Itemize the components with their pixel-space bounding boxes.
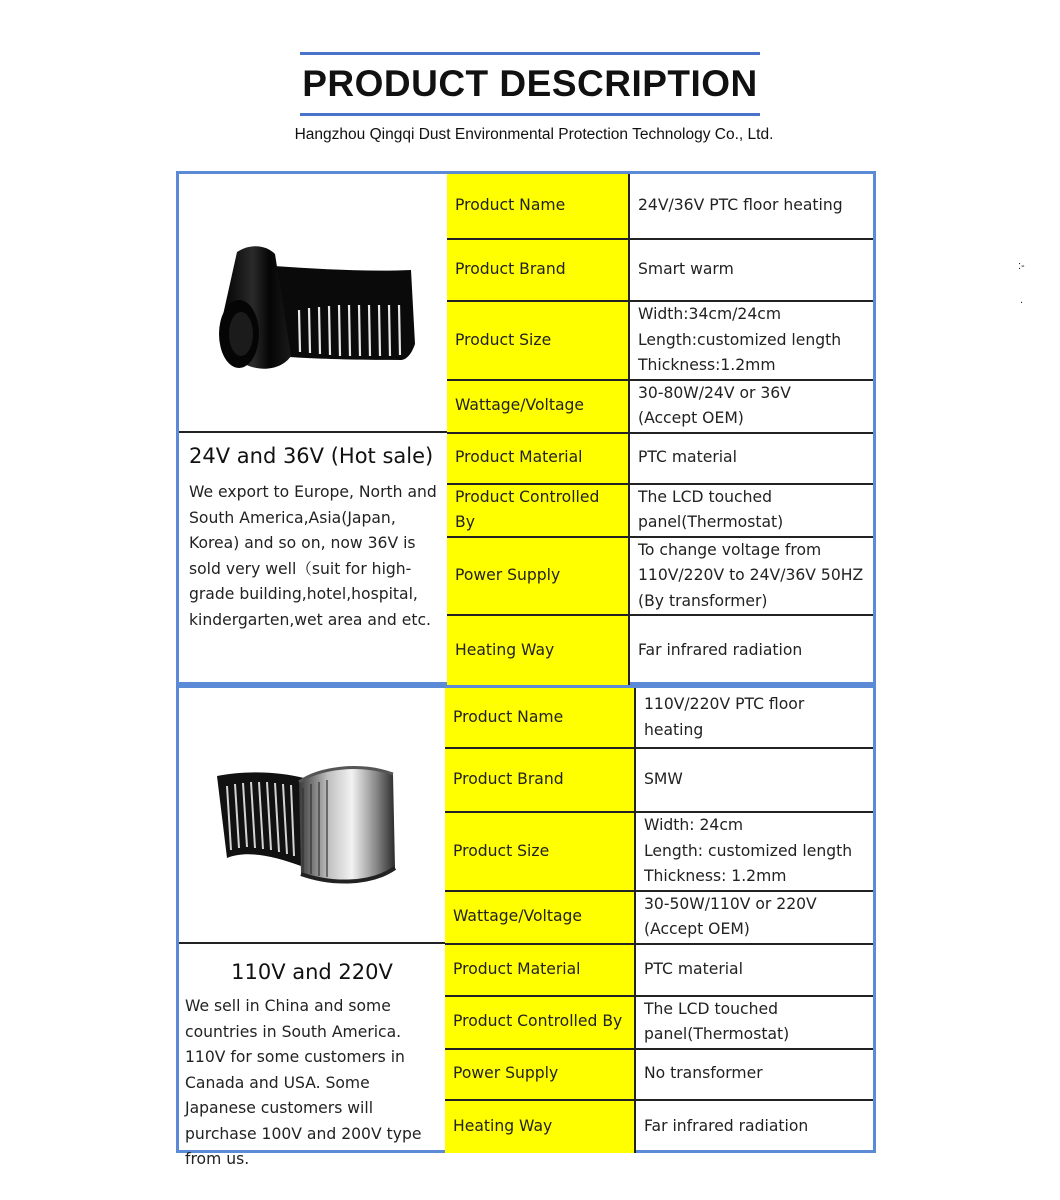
spec-value-line: 110V/220V to 24V/36V 50HZ [638,566,864,584]
spec-value-line: Thickness: 1.2mm [644,867,787,885]
spec-value [635,996,873,1049]
spec-table [447,174,873,686]
stray-dot: . [1020,294,1024,306]
spec-label: Product Material [445,944,635,996]
spec-value-line: Thickness:1.2mm [638,356,776,374]
spec-label: Wattage/Voltage [447,380,629,433]
spec-label: Power Supply [447,537,629,616]
spec-value [635,688,873,748]
spec-value-line: (Accept OEM) [644,920,750,938]
spec-value [629,239,873,301]
product-block-24v-36v [176,171,876,685]
spec-value-line: PTC material [644,959,743,978]
spec-value-line: SMW [644,770,683,789]
spec-label: Product Brand [447,239,629,301]
spec-value-line: Width: 24cm [644,816,744,834]
spec-value-line: Far infrared radiation [638,641,803,660]
product-heading: 110V and 220V [231,960,393,984]
spec-table [445,688,873,1153]
spec-label: Product Name [447,174,629,239]
spec-value [629,537,873,616]
spec-value-line: No transformer [644,1064,763,1083]
silver-heating-film-roll-image [179,688,442,942]
product-image-area [179,174,447,433]
product-heading: 24V and 36V (Hot sale) [189,444,434,468]
product-left-panel [179,688,447,1168]
spec-label: Product Name [445,688,635,748]
product-block-110v-220v [176,685,876,1168]
spec-value-line: Smart warm [638,260,734,279]
title-block [300,52,760,116]
spec-value-line: (By transformer) [638,591,768,610]
spec-value-line: The LCD touched [644,999,778,1018]
spec-value-line: 30-50W/110V or 220V [644,894,817,913]
spec-value-line: PTC material [638,448,737,467]
spec-value-line: Length: customized length [644,841,853,860]
spec-label: Product Brand [445,748,635,812]
stray-mark: :- [1018,260,1025,272]
spec-value-line: panel(Thermostat) [638,513,784,531]
spec-value [629,301,873,380]
spec-value [629,380,873,433]
spec-label: Heating Way [445,1100,635,1153]
spec-value [635,891,873,944]
spec-label: Heating Way [447,615,629,686]
company-name: Hangzhou Qingqi Dust Environmental Protection Technology Co., Ltd. [294,126,774,143]
spec-value [635,748,873,812]
spec-label: Product Controlled By [447,484,629,537]
spec-value [629,615,873,686]
spec-value-line: 30-80W/24V or 36V [638,383,791,402]
spec-label: Power Supply [445,1049,635,1100]
spec-value [629,433,873,484]
spec-value-line: panel(Thermostat) [644,1025,790,1043]
spec-value-line: To change voltage from [638,540,822,559]
spec-value-line: The LCD touched [638,487,772,506]
spec-label: Product Material [447,433,629,484]
page-title: PRODUCT DESCRIPTION [302,63,758,104]
spec-value [635,812,873,891]
black-heating-film-roll-image [179,174,444,431]
title-bottom-rule [300,113,760,116]
spec-label: Product Size [445,812,635,891]
spec-value-line: Far infrared radiation [644,1116,809,1135]
product-left-panel [179,174,449,682]
spec-label: Product Controlled By [445,996,635,1049]
spec-value-line: (Accept OEM) [638,409,744,427]
product-description: We export to Europe, North and South America,Asia(Japan, Korea) and so on, now 36V is sold very well（suit for high-grade building,hotel,hospital, kindergarten,wet area and etc. [189,483,437,629]
spec-value [635,944,873,996]
product-description: We sell in China and some countries in South America. 110V for some customers in Canada and USA. Some Japanese customers will purchase 100V and 200V type from us. [185,997,422,1168]
spec-label: Wattage/Voltage [445,891,635,944]
spec-value [635,1100,873,1153]
product-image-area [179,688,445,944]
spec-label: Product Size [447,301,629,380]
spec-value [629,484,873,537]
spec-value-line: 24V/36V PTC floor heating [638,196,843,215]
spec-value-line: Width:34cm/24cm [638,305,782,323]
spec-value [635,1049,873,1100]
spec-value-line: Length:customized length [638,330,842,349]
spec-value-line: 110V/220V PTC floor heating [644,695,805,739]
spec-value [629,174,873,239]
